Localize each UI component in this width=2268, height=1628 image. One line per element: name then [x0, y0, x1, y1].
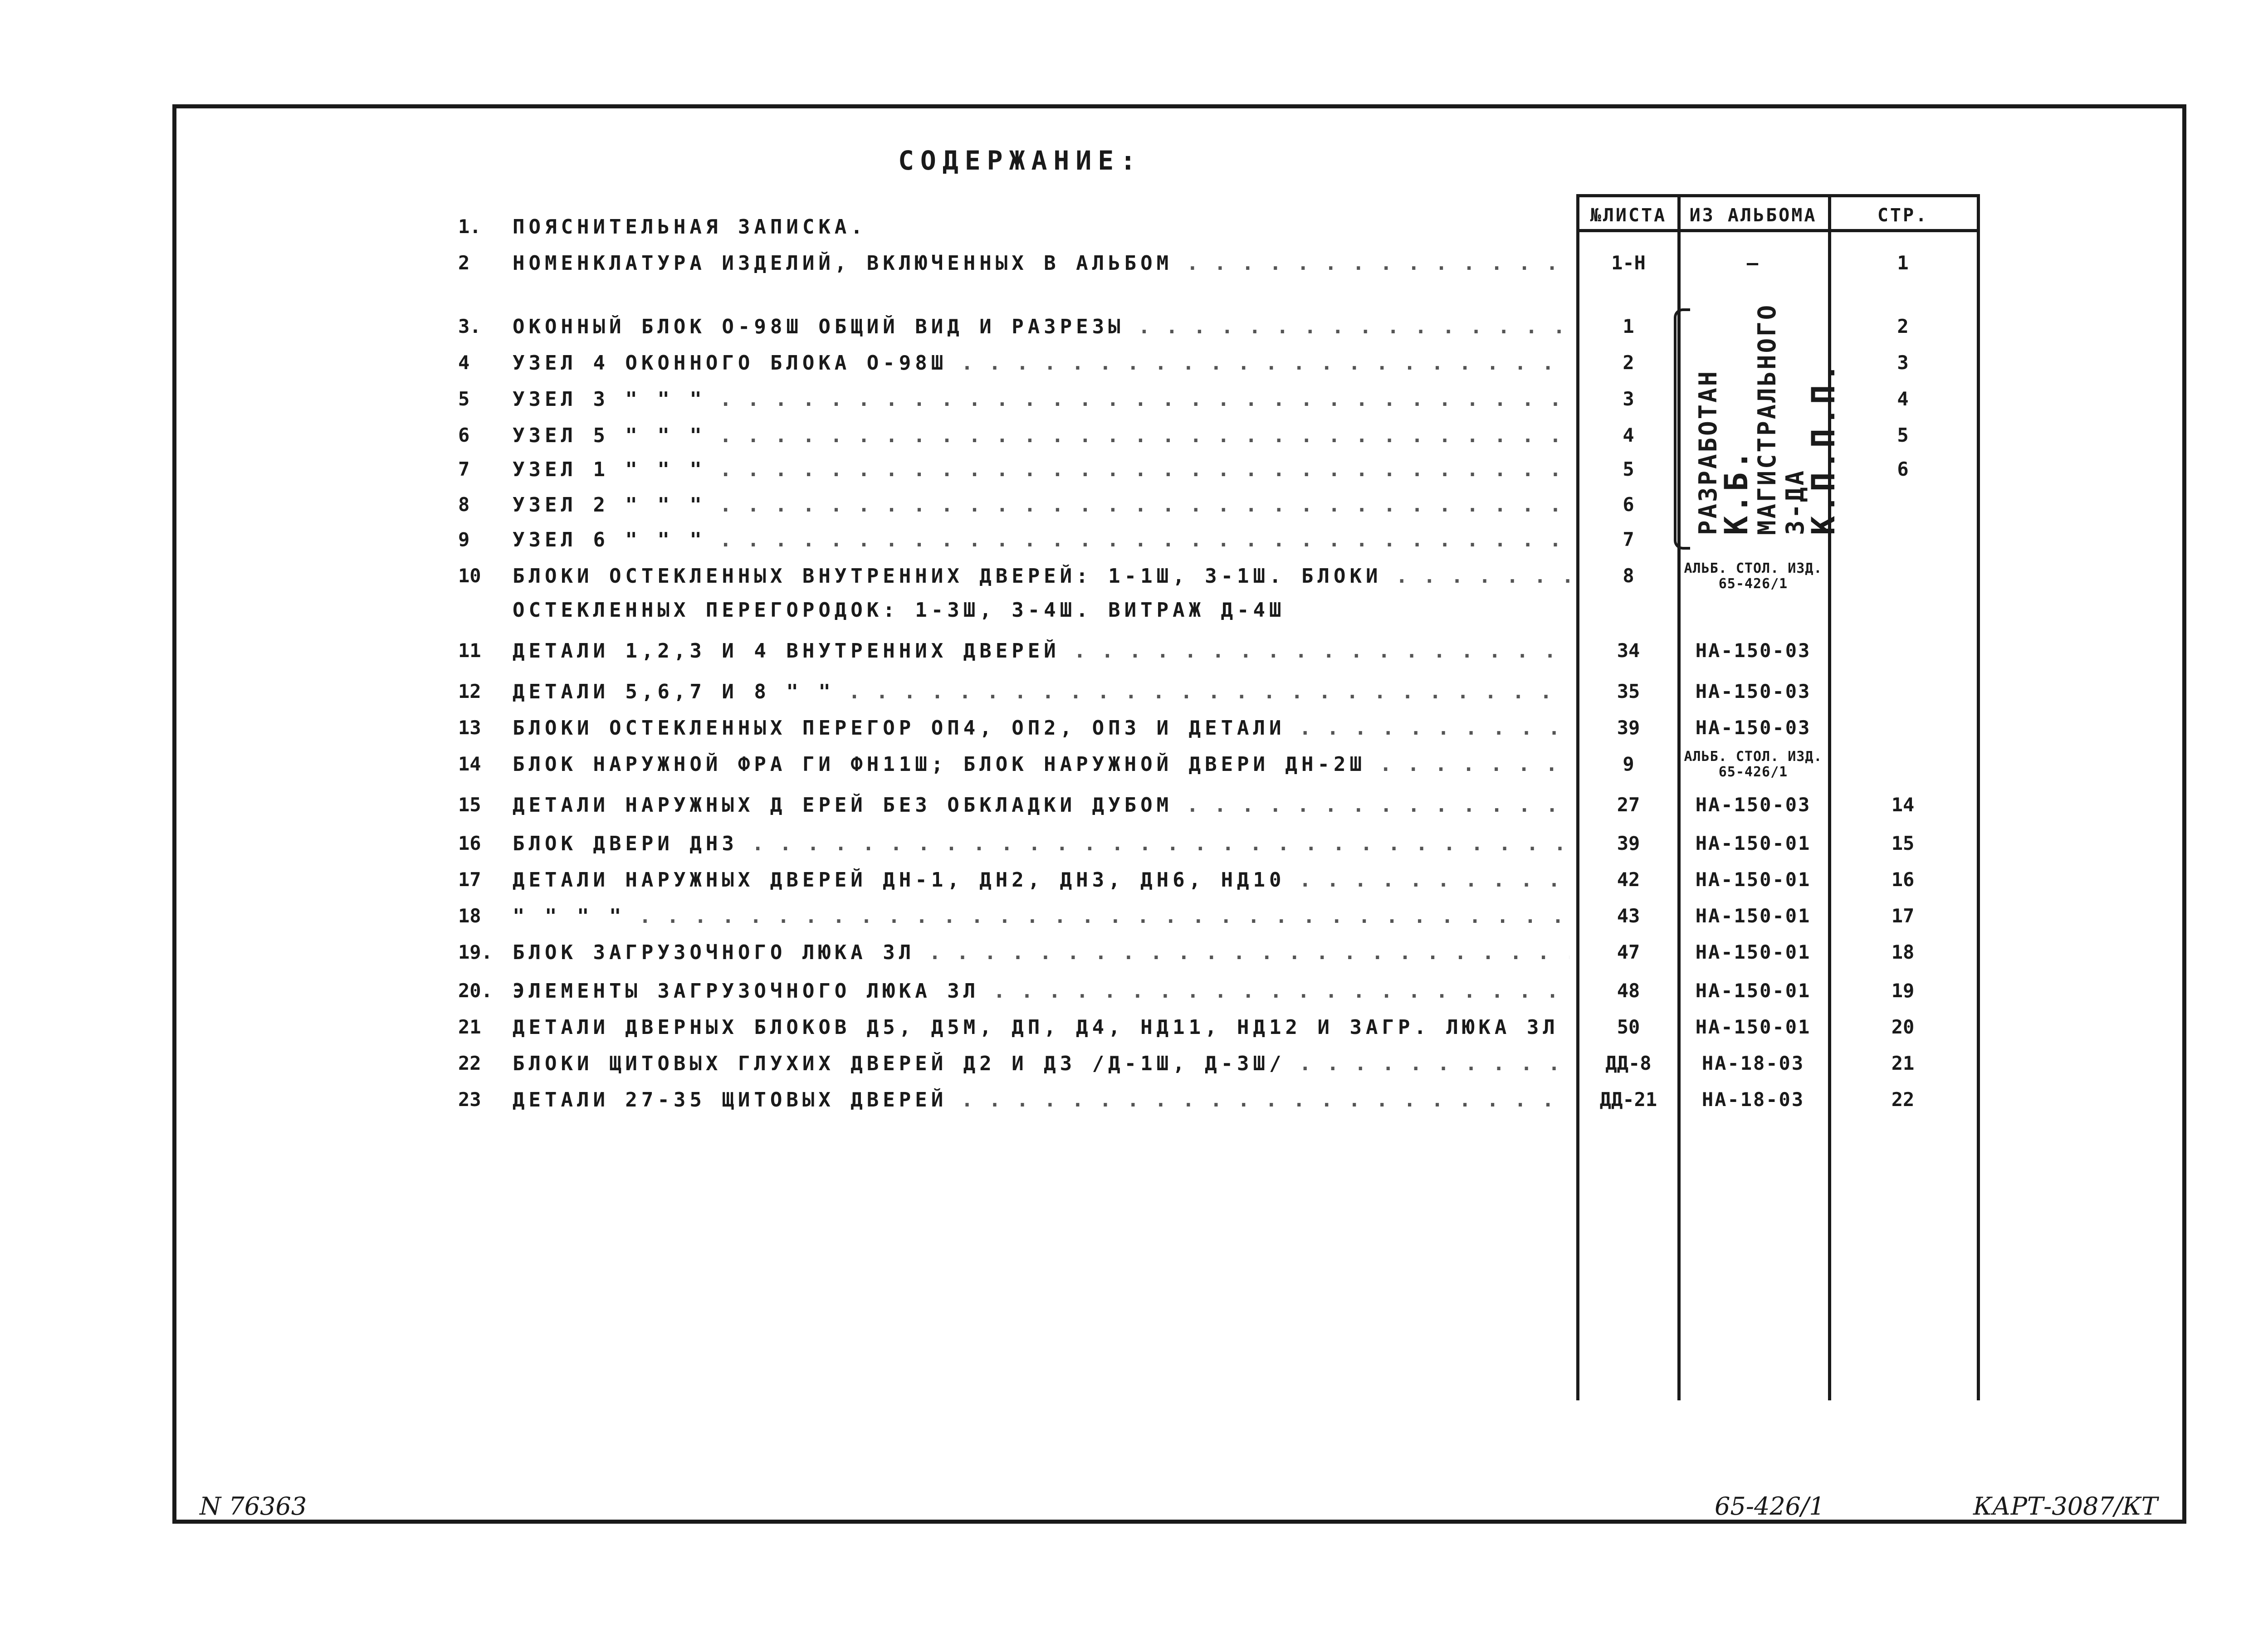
row-page: 14	[1891, 794, 1915, 816]
row-sheet: 48	[1617, 980, 1640, 1002]
row-text: УЗЕЛ 6 " " " . . .	[513, 528, 1569, 551]
row-album: —	[1746, 252, 1760, 274]
row-number: 17	[458, 868, 481, 891]
row-text: УЗЕЛ 5 " " " . . .	[513, 424, 1569, 447]
list-item	[458, 215, 1982, 251]
row-text: БЛОКИ ОСТЕКЛЕННЫХ ВНУТРЕННИХ ДВЕРЕЙ: 1-1Ш, 3-1Ш. БЛОКИ . . .	[513, 565, 1569, 588]
row-number: 21	[458, 1016, 481, 1038]
list-item	[458, 905, 1982, 940]
row-text: БЛОКИ ЩИТОВЫХ ГЛУХИХ ДВЕРЕЙ Д2 И Д3 /Д-1Ш, Д-3Ш/ . . .	[513, 1052, 1569, 1075]
row-number: 14	[458, 753, 481, 775]
list-item	[458, 941, 1982, 976]
list-item	[458, 1088, 1982, 1124]
row-album: НА-18-03	[1701, 1088, 1805, 1111]
row-number: 20.	[458, 980, 493, 1002]
list-item	[458, 639, 1982, 675]
row-page: 6	[1897, 458, 1909, 480]
row-text: ОСТЕКЛЕННЫХ ПЕРЕГОРОДОК: 1-3Ш, 3-4Ш. ВИТРАЖ Д-4Ш	[513, 599, 1286, 622]
row-number: 6	[458, 424, 470, 446]
row-number: 12	[458, 680, 481, 702]
row-sheet: ДД-8	[1605, 1052, 1652, 1074]
row-album: НА-150-01	[1695, 1016, 1811, 1038]
row-number: 2	[458, 252, 470, 274]
row-text: ПОЯСНИТЕЛЬНАЯ ЗАПИСКА.	[513, 215, 867, 239]
list-item	[458, 980, 1982, 1015]
row-number: 5	[458, 388, 470, 410]
developer-note	[1694, 281, 1840, 535]
footer-card-code: КАРТ-3087/КТ	[1973, 1492, 2158, 1521]
list-item	[458, 868, 1982, 904]
row-number: 18	[458, 905, 481, 927]
row-album: НА-150-03	[1695, 794, 1811, 816]
row-number: 3.	[458, 315, 481, 337]
row-page: 2	[1897, 315, 1909, 337]
row-number: 22	[458, 1052, 481, 1074]
row-sheet: 8	[1623, 565, 1634, 587]
row-sheet: 39	[1617, 717, 1640, 739]
row-sheet: 35	[1617, 680, 1640, 702]
row-page: 1	[1897, 252, 1909, 274]
row-page: 5	[1897, 424, 1909, 446]
row-album: НА-150-01	[1695, 868, 1811, 891]
row-number: 10	[458, 565, 481, 587]
row-sheet: 9	[1623, 753, 1634, 775]
footer-archive-number: N 76363	[200, 1492, 307, 1521]
row-text: УЗЕЛ 1 " " " . . .	[513, 458, 1569, 481]
row-text: ДЕТАЛИ 1,2,3 И 4 ВНУТРЕННИХ ДВЕРЕЙ . . .	[513, 639, 1569, 663]
list-item	[458, 717, 1982, 752]
list-item	[458, 680, 1982, 716]
header-sheet: №ЛИСТА	[1590, 205, 1667, 226]
row-page: 18	[1891, 941, 1915, 963]
row-page: 21	[1891, 1052, 1915, 1074]
row-text: ДЕТАЛИ НАРУЖНЫХ ДВЕРЕЙ ДН-1, ДН2, ДН3, ДН6, НД10 . . .	[513, 868, 1569, 892]
row-text: УЗЕЛ 3 " " " . . .	[513, 388, 1569, 411]
row-text: ДЕТАЛИ ДВЕРНЫХ БЛОКОВ Д5, Д5М, ДП, Д4, НД11, НД12 И ЗАГР. ЛЮКА ЗЛ . . .	[513, 1016, 1569, 1039]
list-item	[458, 749, 1982, 788]
row-text: ДЕТАЛИ НАРУЖНЫХ Д ЕРЕЙ БЕЗ ОБКЛАДКИ ДУБОМ . . .	[513, 794, 1569, 817]
note-line1: РАЗРАБОТАН	[1694, 369, 1722, 535]
row-album: НА-150-01	[1695, 832, 1811, 854]
header-page: СТР.	[1877, 205, 1929, 226]
row-album: НА-150-03	[1695, 680, 1811, 702]
row-text: ЭЛЕМЕНТЫ ЗАГРУЗОЧНОГО ЛЮКА ЗЛ . . .	[513, 980, 1569, 1003]
row-text: " " " " . . .	[513, 905, 1569, 928]
row-text: ДЕТАЛИ 5,6,7 И 8 " " . . .	[513, 680, 1569, 703]
page-title: СОДЕРЖАНИЕ:	[898, 145, 1143, 176]
row-text: УЗЕЛ 2 " " " . . .	[513, 493, 1569, 517]
row-sheet: 1	[1623, 315, 1634, 337]
row-page: 17	[1891, 905, 1915, 927]
row-sheet: 34	[1617, 639, 1640, 662]
row-page: 16	[1891, 868, 1915, 891]
row-text: БЛОК ДВЕРИ ДН3 . . .	[513, 832, 1569, 855]
list-item	[458, 599, 1982, 634]
row-album: НА-150-01	[1695, 941, 1811, 963]
header-album: ИЗ АЛЬБОМА	[1689, 205, 1817, 226]
row-number: 15	[458, 794, 481, 816]
note-line2: МАГИСТРАЛЬНОГО	[1753, 303, 1781, 535]
row-number: 23	[458, 1088, 481, 1111]
list-item	[458, 1016, 1982, 1051]
row-text: БЛОКИ ОСТЕКЛЕННЫХ ПЕРЕГОР ОП4, ОП2, ОП3 И ДЕТАЛИ . . .	[513, 717, 1569, 740]
row-text: БЛОК ЗАГРУЗОЧНОГО ЛЮКА ЗЛ . . .	[513, 941, 1569, 964]
row-number: 1.	[458, 215, 481, 238]
row-album: АЛЬБ. СТОЛ. ИЗД. 65-426/1	[1684, 749, 1823, 780]
row-album: НА-150-01	[1695, 905, 1811, 927]
row-page: 4	[1897, 388, 1909, 410]
list-item	[458, 832, 1982, 868]
row-page: 19	[1891, 980, 1915, 1002]
note-line3: 3-ДА	[1781, 468, 1809, 535]
row-album: АЛЬБ. СТОЛ. ИЗД. 65-426/1	[1684, 561, 1823, 592]
row-sheet: 7	[1623, 528, 1634, 551]
row-text: БЛОК НАРУЖНОЙ ФРА ГИ ФН11Ш; БЛОК НАРУЖНОЙ ДВЕРИ ДН-2Ш . . .	[513, 753, 1569, 776]
list-item	[458, 561, 1982, 600]
row-sheet: 27	[1617, 794, 1640, 816]
row-text: УЗЕЛ 4 ОКОННОГО БЛОКА О-98Ш . . .	[513, 351, 1569, 375]
row-sheet: 43	[1617, 905, 1640, 927]
row-album: НА-150-03	[1695, 639, 1811, 662]
brace-mark	[1674, 308, 1690, 550]
row-sheet: ДД-21	[1599, 1088, 1657, 1111]
row-number: 7	[458, 458, 470, 480]
list-item	[458, 1052, 1982, 1087]
row-number: 4	[458, 351, 470, 374]
row-number: 9	[458, 528, 470, 551]
note-big1: К.Б.	[1718, 448, 1755, 535]
row-page: 3	[1897, 351, 1909, 374]
row-text: ДЕТАЛИ 27-35 ЩИТОВЫХ ДВЕРЕЙ . . .	[513, 1088, 1569, 1111]
row-sheet: 5	[1623, 458, 1634, 480]
row-text: НОМЕНКЛАТУРА ИЗДЕЛИЙ, ВКЛЮЧЕННЫХ В АЛЬБОМ . . .	[513, 252, 1569, 275]
footer-album-code: 65-426/1	[1715, 1492, 1825, 1521]
row-sheet: 4	[1623, 424, 1634, 446]
row-sheet: 1-Н	[1611, 252, 1646, 274]
row-page: 22	[1891, 1088, 1915, 1111]
row-album: НА-18-03	[1701, 1052, 1805, 1074]
row-number: 16	[458, 832, 481, 854]
row-sheet: 42	[1617, 868, 1640, 891]
row-number: 19.	[458, 941, 493, 963]
row-number: 11	[458, 639, 481, 662]
row-sheet: 39	[1617, 832, 1640, 854]
row-number: 8	[458, 493, 470, 516]
row-album: НА-150-03	[1695, 717, 1811, 739]
list-item	[458, 794, 1982, 829]
row-sheet: 50	[1617, 1016, 1640, 1038]
row-text: ОКОННЫЙ БЛОК О-98Ш ОБЩИЙ ВИД И РАЗРЕЗЫ . . .	[513, 315, 1569, 338]
row-album: НА-150-01	[1695, 980, 1811, 1002]
row-page: 20	[1891, 1016, 1915, 1038]
row-sheet: 2	[1623, 351, 1634, 374]
row-page: 15	[1891, 832, 1915, 854]
header-top-line	[1576, 194, 1980, 197]
row-sheet: 3	[1623, 388, 1634, 410]
row-number: 13	[458, 717, 481, 739]
row-sheet: 47	[1617, 941, 1640, 963]
note-big2: К.П.П.П.	[1805, 360, 1842, 535]
row-sheet: 6	[1623, 493, 1634, 516]
